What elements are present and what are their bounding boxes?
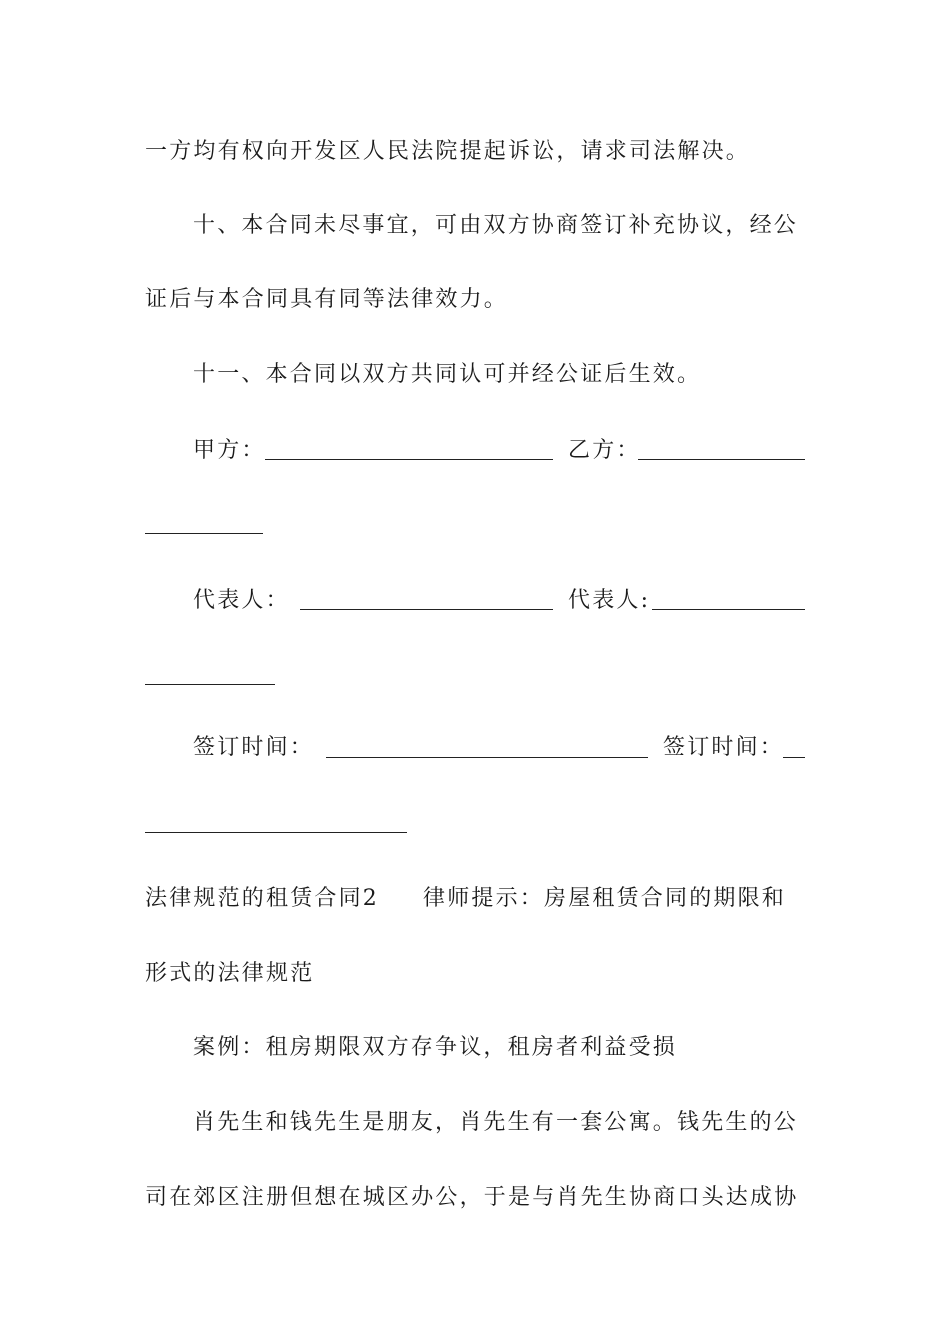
- party-b-signature-line-continued: [145, 533, 263, 534]
- party-b-label: 乙方：: [568, 438, 641, 463]
- party-a-label: 甲方：: [193, 438, 266, 463]
- case-paragraph-line-1: 肖先生和钱先生是朋友，肖先生有一套公寓。钱先生的公: [193, 1110, 799, 1135]
- section2-heading-line: [145, 884, 810, 914]
- date-b-signature-line-continued: [145, 832, 407, 833]
- rep-b-signature-line-continued: [145, 684, 275, 685]
- lawyer-tip-line-2: 形式的法律规范: [145, 961, 315, 986]
- clause-ten-line-1: 十、本合同未尽事宜，可由双方协商签订补充协议，经公: [193, 213, 799, 238]
- date-a-label: 签订时间：: [193, 735, 315, 760]
- case-heading: 案例：租房期限双方存争议，租房者利益受损: [193, 1035, 678, 1060]
- party-b-signature-line: [638, 459, 805, 460]
- clause-nine-continuation: 一方均有权向开发区人民法院提起诉讼，请求司法解决。: [145, 139, 751, 164]
- rep-a-signature-line: [300, 609, 553, 610]
- clause-ten-line-2: 证后与本合同具有同等法律效力。: [145, 287, 509, 312]
- case-paragraph-line-2: 司在郊区注册但想在城区办公，于是与肖先生协商口头达成协: [145, 1185, 799, 1210]
- rep-b-label: 代表人:: [568, 588, 651, 613]
- rep-b-signature-line: [652, 609, 805, 610]
- section2-title: 法律规范的租赁合同2: [145, 886, 379, 911]
- rep-a-label: 代表人：: [193, 588, 290, 613]
- date-b-label: 签订时间：: [663, 735, 785, 760]
- date-a-signature-line: [326, 757, 648, 758]
- date-b-signature-line: [783, 757, 805, 758]
- clause-eleven: 十一、本合同以双方共同认可并经公证后生效。: [193, 362, 702, 387]
- party-a-signature-line: [265, 459, 553, 460]
- lawyer-tip-line-1: 律师提示：房屋租赁合同的期限和: [423, 886, 787, 911]
